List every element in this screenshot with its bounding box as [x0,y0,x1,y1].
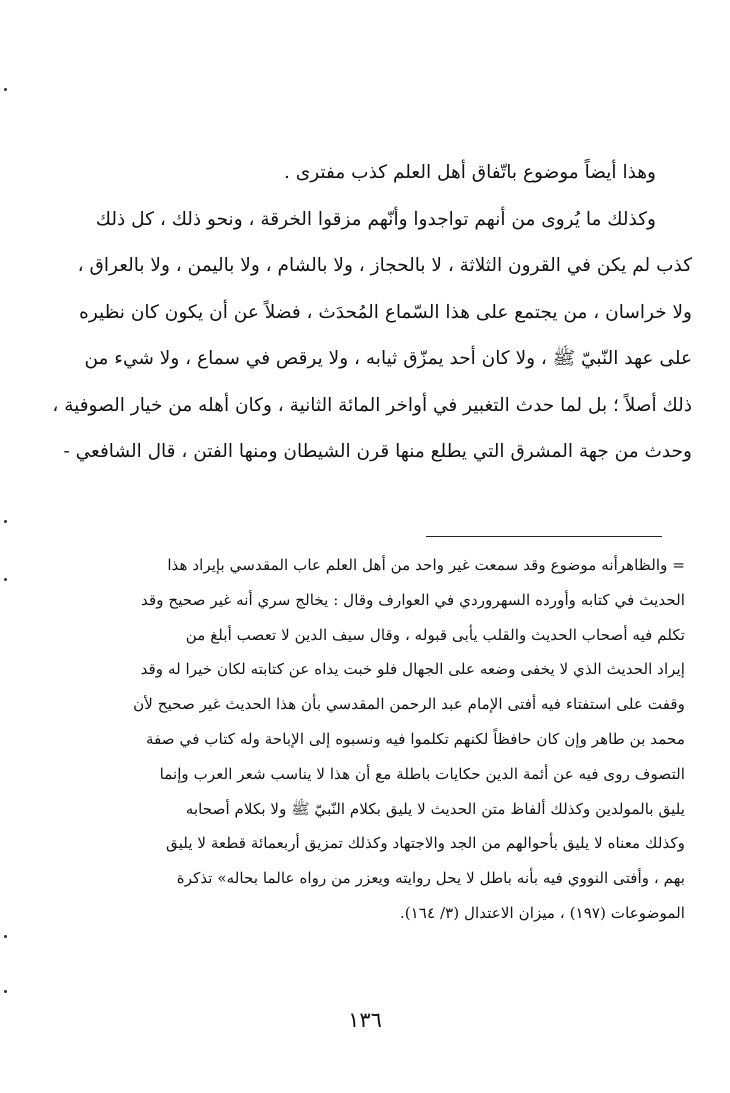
main-text [52,150,692,476]
footnote-line: يليق بالمولدين وكذلك ألفاظ متن الحديث لا يليق بكلام النّبيّ ﷺ ولا بكلام أصحابه [185,799,685,818]
footnote-line: وقفت على استفتاء فيه أفتى الإمام عبد الرحمن المقدسي بأن هذا الحديث غير صحيح لأن [133,695,685,714]
footnote-line: الموضوعات (١٩٧) ، ميزان الاعتدال (٣/ ١٦٤). [399,903,685,922]
main-line: ذلك أصلاً ؛ بل لما حدث التغبير في أواخر المائة الثانية ، وكان أهله من خيار الصوفية ، [52,394,692,416]
main-line: وحدث من جهة المشرق التي يطلع منها قرن الشيطان ومنها الفتن ، قال الشافعي - [63,441,692,462]
scan-mark [4,88,7,91]
main-line: وكذلك ما يُروى من أنهم تواجدوا وأنّهم مزقوا الخرقة ، ونحو ذلك ، كل ذلك [95,208,656,230]
footnote-line: إيراد الحديث الذي لا يخفى وضعه على الجهال فلو خبت يداه عن كتابته لكان خيرا له وقد [140,660,685,679]
main-line: على عهد النّبيّ ﷺ ، ولا كان أحد يمزّق ثيابه ، ولا يرقص في سماع ، ولا شيء من [84,348,692,369]
main-line: ولا خراسان ، من يجتمع على هذا السّماع المُحدَث ، فضلاً عن أن يكون كان نظيره [79,301,692,323]
footnote-line: محمد بن طاهر وإن كان حافظاً لكنهم تكلموا فيه ونسبوه إلى الإباحة وله كتاب في صفة [145,729,685,748]
footnote-line: تكلم فيه أصحاب الحديث والقلب يأبى قبوله ، وقال سيف الدين لا تعصب أبلغ من [185,625,685,644]
footnote-line: = والظاهرأنه موضوع وقد سمعت غير واحد من أهل العلم عاب المقدسي بإيراد هذا [167,556,685,574]
footnote-line: التصوف روى فيه عن أئمة الدين حكايات باطلة مع أن هذا لا يناسب شعر العرب وإنما [159,764,685,783]
footnote [60,548,685,931]
footnote-divider [426,536,662,537]
footnote-line: وكذلك معناه لا يليق بأحوالهم من الجد والاجتهاد وكذلك تمزيق أربعمائة قطعة لا يليق [166,834,685,853]
page-number: ١٣٦ [348,1008,382,1032]
footnote-line: بهم ، وأفتى النووي فيه بأنه باطل لا يحل روايته ويعزر من رواه عالما بحاله» تذكرة [176,869,685,888]
footnote-line: الحديث في كتابه وأورده السهروردي في العوارف وقال : يخالج سري أنه غير صحيح وقد [141,590,685,609]
scan-mark [4,578,7,581]
main-line: كذب لم يكن في القرون الثلاثة ، لا بالحجاز ، ولا بالشام ، ولا باليمن ، ولا بالعراق ، [77,255,692,276]
scan-mark [4,520,7,523]
scan-mark [4,935,7,938]
scan-mark [4,990,7,993]
main-line: وهذا أيضاً موضوع باتّفاق أهل العلم كذب مفترى . [283,162,656,183]
